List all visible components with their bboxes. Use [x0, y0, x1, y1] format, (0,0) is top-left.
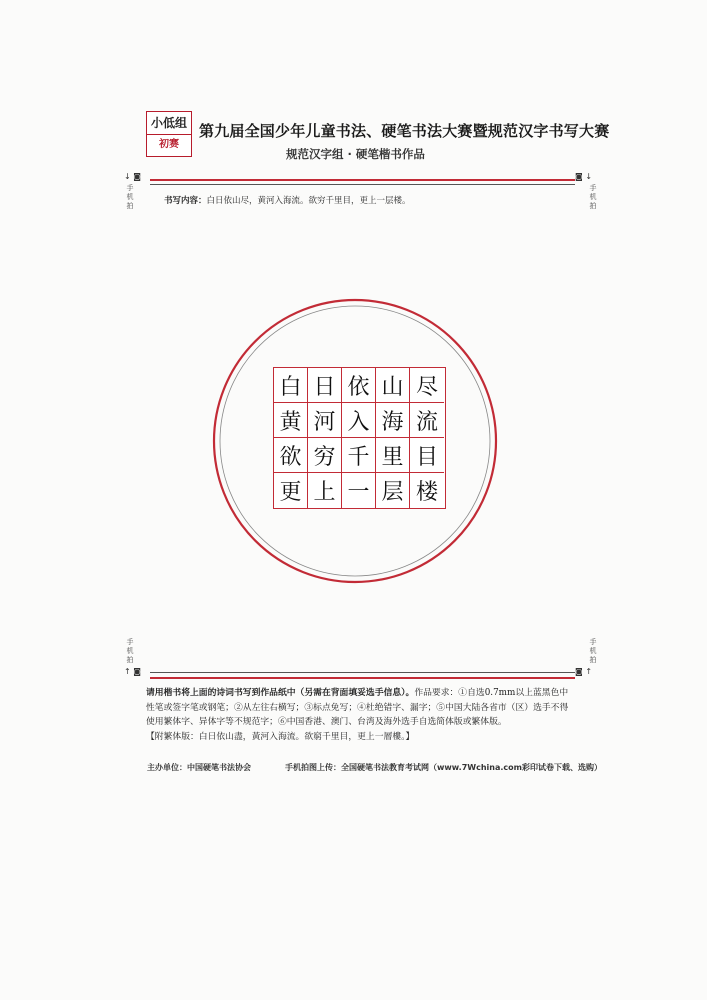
photo-side-label-top-right: 手机拍 [589, 184, 597, 210]
traditional-attachment: 【附繁体版：白日依山盡，黃河入海流。欲窮千里目，更上一層樓。】 [146, 731, 415, 742]
poem-char-cell: 依 [342, 368, 376, 403]
poem-char-cell: 欲 [274, 438, 308, 473]
bottom-red-rule [150, 677, 575, 679]
arrow-down-icon: ↓ [585, 172, 593, 181]
group-badge [146, 111, 192, 157]
photo-side-label-bottom-left: 手机拍 [126, 638, 134, 664]
camera-icon: ◙ [133, 172, 142, 181]
poem-char-cell: 千 [342, 438, 376, 473]
camera-icon: ◙ [575, 172, 583, 181]
poem-char-cell: 日 [308, 368, 342, 403]
page-title: 第九届全国少年儿童书法、硬笔书法大赛暨规范汉字书写大赛 [199, 122, 610, 140]
poem-char-cell: 楼 [415, 480, 438, 505]
camera-marker-bottom-left [124, 667, 141, 676]
poem-grid [273, 367, 446, 509]
arrow-up-icon: ↑ [585, 667, 593, 676]
camera-marker-top-left [124, 172, 141, 181]
top-thin-rule [150, 184, 575, 185]
poem-char-cell: 一 [342, 473, 376, 508]
poem-char-cell: 目 [410, 438, 444, 473]
camera-icon: ◙ [575, 667, 583, 676]
writing-content-label: 书写内容： [164, 196, 207, 206]
page-subtitle: 规范汉字组 · 硬笔楷书作品 [286, 147, 425, 161]
upload-info: 手机拍图上传：全国硬笔书法教育考试网（www.7Wchina.com彩印试卷下载、选购） [285, 763, 602, 772]
poem-char-cell: 黄 [274, 403, 308, 438]
poem-char-cell: 尽 [410, 368, 444, 403]
instructions-lead: 请用楷书将上面的诗词书写到作品纸中（另需在背面填妥选手信息）。 [146, 688, 415, 698]
writing-content-text: 白日依山尽，黄河入海流。欲穷千里目，更上一层楼。 [206, 196, 411, 206]
arrow-down-icon: ↓ [124, 172, 131, 181]
camera-marker-bottom-right [575, 667, 592, 676]
instructions [146, 686, 571, 744]
poem-char-cell: 入 [342, 403, 376, 438]
photo-side-label-bottom-right: 手机拍 [589, 638, 597, 664]
poem-char-cell: 穷 [308, 438, 342, 473]
poem-char-cell: 海 [376, 403, 410, 438]
bottom-thin-rule [150, 672, 575, 673]
poem-char-cell: 更 [274, 473, 308, 508]
badge-group-label: 小低组 [147, 112, 191, 135]
writing-content [164, 194, 411, 206]
instructions-body: 作品要求：①自选0.7mm以上蓝黑色中性笔或签字笔或钢笔；②从左往右横写；③标点免写；④杜绝错字、漏字；⑤中国大陆各省市（区）选手不得使用繁体字、异体字等不规范字；⑥中国香港、澳门、台湾及海外选手自选简体版或繁体版。 [146, 688, 569, 727]
top-red-rule [150, 179, 575, 181]
photo-side-label-top-left: 手机拍 [126, 184, 134, 210]
badge-round-label: 初赛 [159, 139, 179, 150]
organizer: 主办单位：中国硬笔书法协会 [147, 763, 251, 772]
poem-char-cell: 流 [410, 403, 444, 438]
poem-char-cell: 层 [376, 473, 410, 508]
poem-char-cell: 白 [274, 368, 308, 403]
poem-char-cell: 里 [376, 438, 410, 473]
camera-marker-top-right [575, 172, 592, 181]
poem-char-cell: 山 [376, 368, 410, 403]
arrow-up-icon: ↑ [124, 667, 131, 676]
poem-char-cell: 上 [308, 473, 342, 508]
poem-char-cell: 河 [308, 403, 342, 438]
camera-icon: ◙ [133, 667, 142, 676]
